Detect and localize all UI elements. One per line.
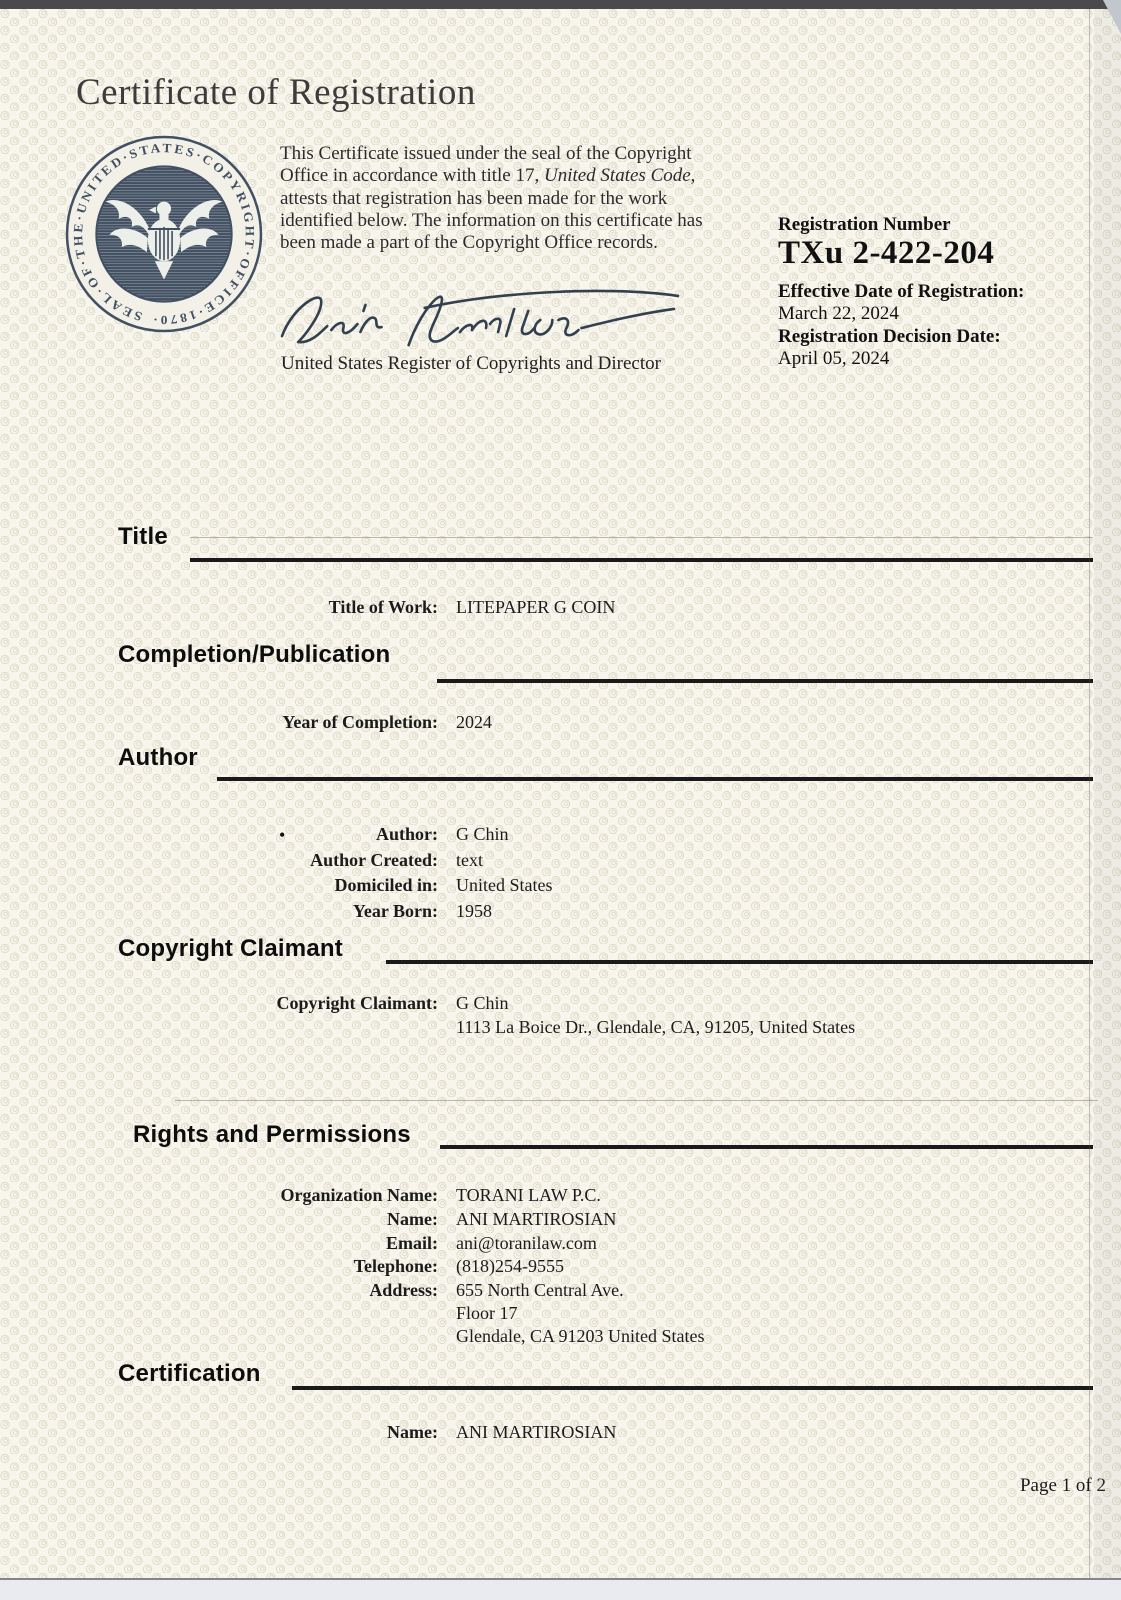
section-divider — [437, 679, 1093, 683]
effective-date-label: Effective Date of Registration: — [778, 281, 1025, 302]
section-divider — [190, 558, 1093, 562]
seal-ring-text: SEAL·OF·THE·UNITED·STATES·COPYRIGHT·OFFICE·1870· — [71, 141, 257, 327]
paper-fold-line — [1089, 9, 1090, 1578]
field-value: United States — [456, 875, 553, 895]
field-label: Email: — [386, 1233, 438, 1253]
field-value: Glendale, CA 91203 United States — [456, 1326, 705, 1346]
section-divider — [217, 777, 1093, 781]
field-value: G Chin — [456, 993, 509, 1013]
field-value: text — [456, 850, 483, 870]
scanner-background — [0, 1578, 1121, 1600]
section-heading-claimant: Copyright Claimant — [118, 935, 343, 962]
page-indicator: Page 1 of 2 — [1019, 1475, 1106, 1496]
document-title: Certificate of Registration — [76, 72, 476, 113]
registration-number: TXu 2-422-204 — [778, 235, 995, 271]
field-label: Address: — [369, 1280, 438, 1300]
section-divider — [440, 1145, 1093, 1149]
effective-date: March 22, 2024 — [778, 303, 899, 324]
field-value: ANI MARTIROSIAN — [456, 1209, 617, 1229]
field-value: 2024 — [456, 712, 492, 732]
statement-text-cont: , attests that registration has been made for the work identified below. The information on this certificate has been made a part of the Copyright Office records. — [280, 165, 703, 254]
section-heading-title: Title — [118, 523, 168, 550]
statement-text: This Certificate issued under the seal of the Copyright Office in accordance with title 17, — [280, 143, 692, 187]
faint-rule — [190, 537, 1093, 538]
field-value: TORANI LAW P.C. — [456, 1185, 601, 1205]
field-label: Author: — [376, 824, 438, 844]
author-bullet: • — [279, 825, 286, 845]
field-label: Telephone: — [353, 1256, 438, 1276]
copyright-office-seal — [63, 133, 265, 335]
field-label: Domiciled in: — [334, 875, 438, 895]
field-value: (818)254-9555 — [456, 1256, 564, 1276]
scan-edge-shading — [1094, 9, 1121, 1578]
section-divider — [386, 960, 1093, 964]
certificate-statement — [280, 143, 738, 254]
certificate-paper — [0, 9, 1121, 1578]
field-value: 655 North Central Ave. — [456, 1280, 624, 1300]
field-value: LITEPAPER G COIN — [456, 597, 616, 617]
faint-rule — [175, 1100, 1098, 1101]
section-heading-certification: Certification — [118, 1360, 261, 1387]
field-label: Name: — [387, 1209, 438, 1229]
decision-date: April 05, 2024 — [778, 348, 890, 369]
field-value: 1113 La Boice Dr., Glendale, CA, 91205, United States — [456, 1017, 856, 1037]
register-title: United States Register of Copyrights and Director — [281, 353, 661, 374]
section-heading-rights: Rights and Permissions — [133, 1121, 411, 1148]
field-label: Author Created: — [310, 850, 438, 870]
statement-italic-title: United States Code — [543, 165, 691, 187]
decision-date-label: Registration Decision Date: — [778, 326, 1001, 347]
section-divider — [292, 1386, 1093, 1390]
field-value: ANI MARTIROSIAN — [456, 1422, 617, 1442]
scan-top-edge — [0, 0, 1121, 9]
field-value: ani@toranilaw.com — [456, 1233, 597, 1253]
registration-number-label: Registration Number — [778, 214, 951, 235]
field-label: Title of Work: — [328, 597, 438, 617]
field-label: Year Born: — [352, 901, 438, 921]
field-label: Name: — [387, 1422, 438, 1442]
field-label: Organization Name: — [280, 1185, 438, 1205]
field-value: Floor 17 — [456, 1303, 518, 1323]
register-signature — [274, 283, 680, 351]
section-heading-completion: Completion/Publication — [118, 641, 391, 668]
field-value: G Chin — [456, 824, 509, 844]
section-heading-author: Author — [118, 744, 198, 771]
field-label: Year of Completion: — [282, 712, 438, 732]
field-label: Copyright Claimant: — [276, 993, 438, 1013]
field-value: 1958 — [456, 901, 492, 921]
